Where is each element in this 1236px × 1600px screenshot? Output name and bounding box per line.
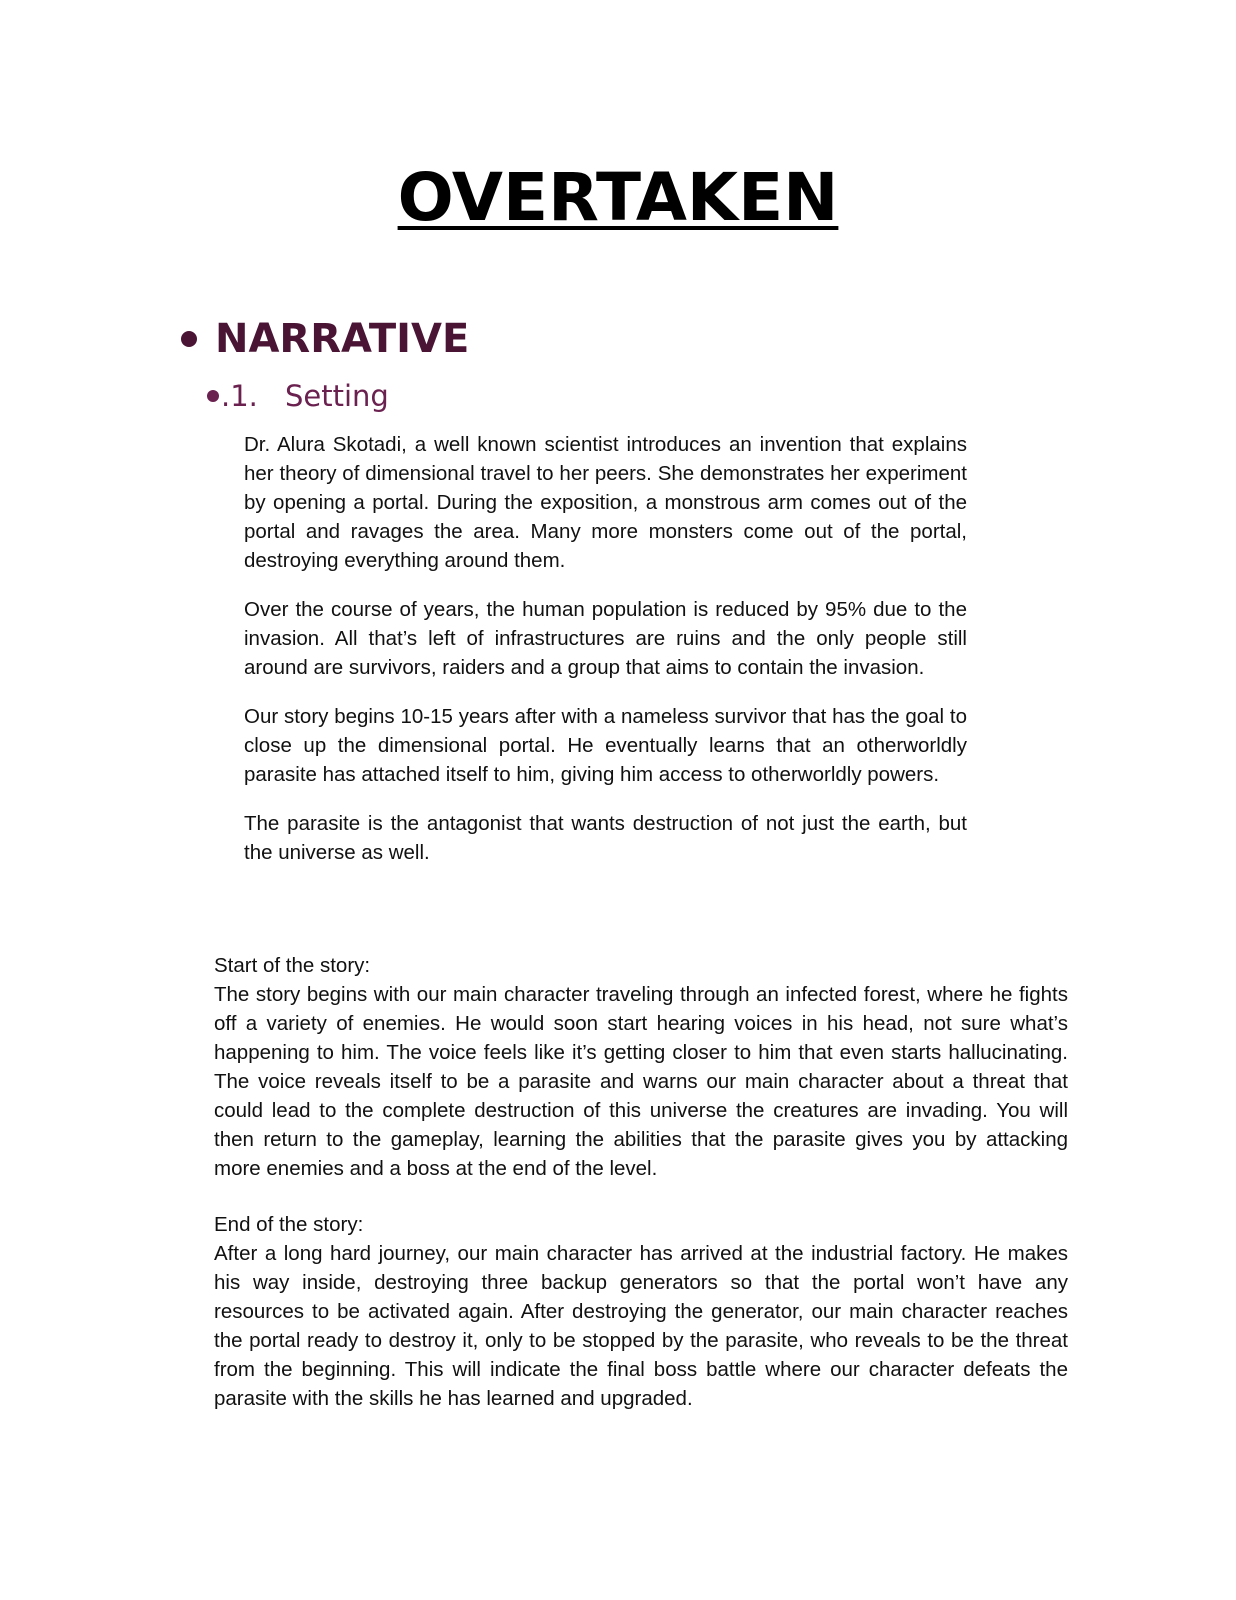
story-end-block — [214, 1210, 1068, 1413]
section-heading-text: NARRATIVE — [215, 316, 470, 362]
bullet-icon — [181, 331, 197, 347]
bullet-icon — [207, 390, 219, 402]
story-start-block — [214, 951, 1068, 1183]
story-end-label: End of the story: — [214, 1213, 364, 1236]
document-title — [0, 158, 1236, 238]
story-end-text: After a long hard journey, our main character has arrived at the industrial factory. He makes his way inside, destroying three backup generators so that the portal won’t have any resources to be activated again. After destroying the generator, our main character reaches the portal ready to destroy it, only to be stopped by the parasite, who reveals to be the threat from the beginning. This will indicate the final boss battle where our character defeats the parasite with the skills he has learned and upgraded. — [214, 1242, 1068, 1410]
paragraph: Dr. Alura Skotadi, a well known scientist introduces an invention that explains her theory of dimensional travel to her peers. She demonstrates her experiment by opening a portal. During the exposition, a monstrous arm comes out of the portal and ravages the area. Many more monsters come out of the portal, destroying everything around them. — [244, 433, 967, 572]
document-title-text: OVERTAKEN — [397, 159, 839, 236]
paragraph: Over the course of years, the human population is reduced by 95% due to the invasion. All that’s left of infrastructures are ruins and the only people still around are survivors, raiders and a group that aims to contain the invasion. — [244, 598, 967, 679]
subsection-heading — [207, 374, 389, 418]
subsection-heading-text: Setting — [285, 379, 389, 413]
paragraph: The parasite is the antagonist that wants destruction of not just the earth, but the universe as well. — [244, 812, 967, 864]
story-start-text: The story begins with our main character traveling through an infected forest, where he fights off a variety of enemies. He would soon start hearing voices in his head, not sure what’s happening to him. The voice feels like it’s getting closer to him that even starts hallucinating. The voice reveals itself to be a parasite and warns our main character about a threat that could lead to the complete destruction of this universe the creatures are invading. You will then return to the gameplay, learning the abilities that the parasite gives you by attacking more enemies and a boss at the end of the level. — [214, 983, 1068, 1180]
subsection-number: .1. — [221, 379, 258, 413]
paragraph: Our story begins 10-15 years after with a nameless survivor that has the goal to close up the dimensional portal. He eventually learns that an otherworldly parasite has attached itself to him, giving him access to otherworldly powers. — [244, 705, 967, 786]
setting-paragraphs — [244, 430, 967, 887]
story-start-label: Start of the story: — [214, 954, 371, 977]
section-heading — [181, 314, 469, 364]
